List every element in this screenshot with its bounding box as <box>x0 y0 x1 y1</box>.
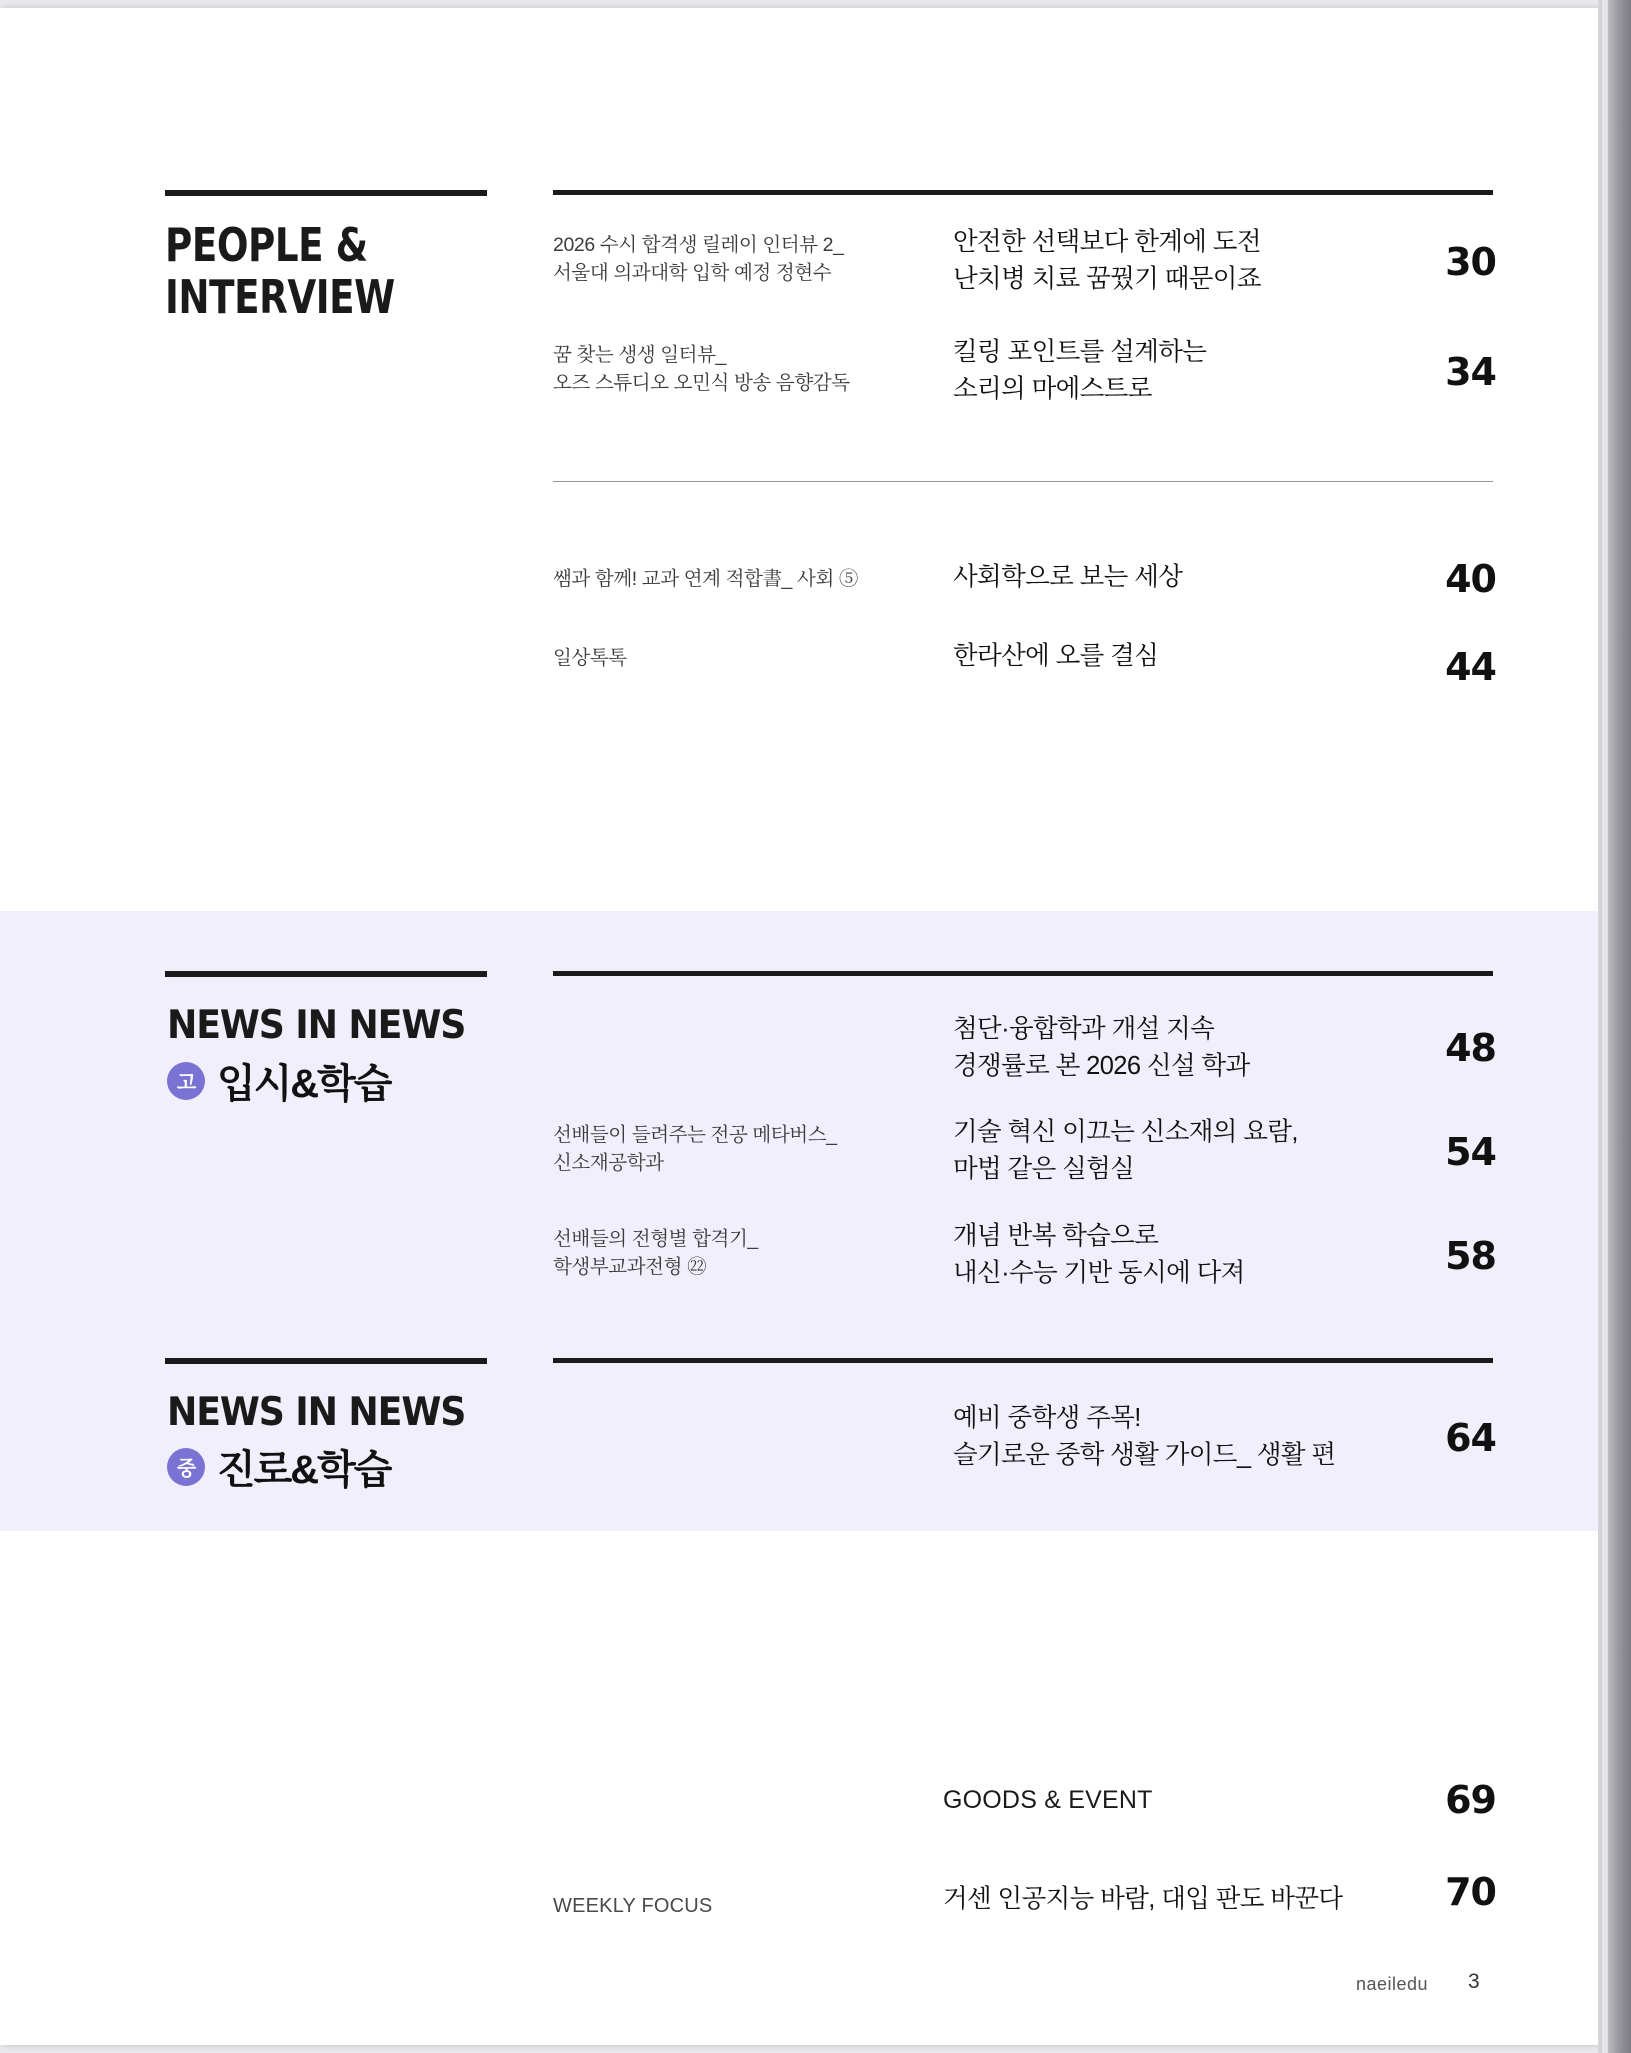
entry-title-line: 한라산에 오를 결심 <box>953 642 1159 670</box>
entry-title-line: 기술 혁신 이끄는 신소재의 요람, <box>953 1118 1298 1146</box>
section-rule-people-right <box>553 190 1493 195</box>
entry-subtitle <box>553 1225 758 1282</box>
page-edge-binding <box>1598 0 1631 2053</box>
entry-title-line: 사회학으로 보는 세상 <box>953 563 1183 591</box>
section-rule-nin-high-left <box>165 971 487 977</box>
entry-title[interactable] <box>953 638 1158 675</box>
section-rule-people-left <box>165 190 487 196</box>
entry-title-line: 내신·수능 기반 동시에 다져 <box>953 1258 1245 1287</box>
entry-title[interactable] <box>953 1218 1245 1292</box>
section-title-people <box>165 220 395 323</box>
entry-subtitle <box>553 1121 837 1178</box>
section-title-nin-high: NEWS IN NEWS <box>167 1003 466 1048</box>
entry-title-line: 슬기로운 중학 생활 가이드_ 생활 편 <box>953 1440 1336 1469</box>
entry-title[interactable] <box>953 559 1182 596</box>
section-divider-thin <box>553 481 1493 482</box>
entry-title[interactable] <box>953 1400 1335 1474</box>
entry-title-line: 예비 중학생 주목! <box>953 1404 1141 1432</box>
entry-subtitle-line: 신소재공학과 <box>553 1152 664 1175</box>
entry-title-line: 안전한 선택보다 한계에 도전 <box>953 228 1261 256</box>
entry-subtitle <box>553 644 627 672</box>
page-edge-highlight <box>1602 0 1608 2053</box>
entry-subtitle-line: 일상톡톡 <box>553 647 627 669</box>
entry-subtitle <box>553 231 844 288</box>
entry-title[interactable] <box>953 1011 1250 1085</box>
entry-subtitle-line: 꿈 찾는 생생 일터뷰_ <box>553 344 726 366</box>
weekly-focus-title-line: 거센 인공지능 바람, 대입 판도 바꾼다 <box>943 1885 1343 1913</box>
entry-title-line: 난치병 치료 꿈꿨기 때문이죠 <box>953 264 1261 293</box>
entry-subtitle-line: 선배들이 들려주는 전공 메타버스_ <box>553 1124 837 1146</box>
section-subtitle-nin-high <box>167 1052 390 1109</box>
entry-subtitle-line: 쌤과 함께! 교과 연계 적합書_ 사회 ⑤ <box>553 568 859 590</box>
entry-title-line: 마법 같은 실험실 <box>953 1154 1135 1183</box>
section-rule-nin-mid-left <box>165 1358 487 1364</box>
goods-event-page-number[interactable]: 69 <box>1445 1778 1496 1822</box>
entry-title-line: 개념 반복 학습으로 <box>953 1222 1159 1250</box>
entry-title-line: 킬링 포인트를 설계하는 <box>953 338 1207 366</box>
section-title-people-line-2: INTERVIEW <box>165 269 395 324</box>
entry-page-number[interactable]: 44 <box>1445 645 1496 689</box>
footer-brand: naeiledu <box>1356 1974 1429 1994</box>
weekly-focus-title[interactable] <box>943 1881 1342 1918</box>
entry-subtitle <box>553 341 850 398</box>
paper-sheet <box>0 8 1598 2045</box>
entry-subtitle-line: 오즈 스튜디오 오민식 방송 음향감독 <box>553 372 850 395</box>
section-rule-nin-high-right <box>553 971 1493 976</box>
level-badge-high: 고 <box>167 1062 205 1100</box>
entry-title[interactable] <box>953 1114 1298 1188</box>
entry-subtitle-line: 선배들의 전형별 합격기_ <box>553 1228 758 1250</box>
entry-subtitle-line: 학생부교과전형 ㉒ <box>553 1256 707 1279</box>
entry-page-number[interactable]: 58 <box>1445 1234 1496 1278</box>
entry-page-number[interactable]: 54 <box>1445 1130 1496 1174</box>
section-title-people-line-1: PEOPLE & <box>165 218 368 272</box>
section-subtitle-label: 진로&학습 <box>217 1448 391 1492</box>
entry-subtitle-line: 2026 수시 합격생 릴레이 인터뷰 2_ <box>553 234 844 256</box>
entry-title[interactable] <box>953 334 1206 408</box>
entry-subtitle <box>553 565 858 593</box>
entry-page-number[interactable]: 48 <box>1445 1026 1496 1070</box>
entry-page-number[interactable]: 30 <box>1445 240 1496 284</box>
weekly-focus-page-number[interactable]: 70 <box>1445 1870 1496 1914</box>
entry-title-line: 소리의 마에스트로 <box>953 374 1152 403</box>
entry-title-line: 첨단·융합학과 개설 지속 <box>953 1015 1215 1043</box>
entry-subtitle-line: 서울대 의과대학 입학 예정 정현수 <box>553 262 832 285</box>
entry-title-line: 경쟁률로 본 2026 신설 학과 <box>953 1051 1250 1080</box>
section-title-nin-mid: NEWS IN NEWS <box>167 1390 466 1435</box>
entry-page-number[interactable]: 64 <box>1445 1416 1496 1460</box>
entry-page-number[interactable]: 34 <box>1445 350 1496 394</box>
entry-title[interactable] <box>953 224 1261 298</box>
goods-event-title[interactable]: GOODS & EVENT <box>943 1786 1153 1814</box>
level-badge-middle: 중 <box>167 1448 205 1486</box>
section-rule-nin-mid-right <box>553 1358 1493 1363</box>
section-subtitle-label: 입시&학습 <box>217 1062 391 1106</box>
footer-page-number: 3 <box>1468 1970 1480 1993</box>
weekly-focus-label: WEEKLY FOCUS <box>553 1895 713 1917</box>
section-subtitle-nin-mid <box>167 1438 390 1495</box>
entry-page-number[interactable]: 40 <box>1445 557 1496 601</box>
